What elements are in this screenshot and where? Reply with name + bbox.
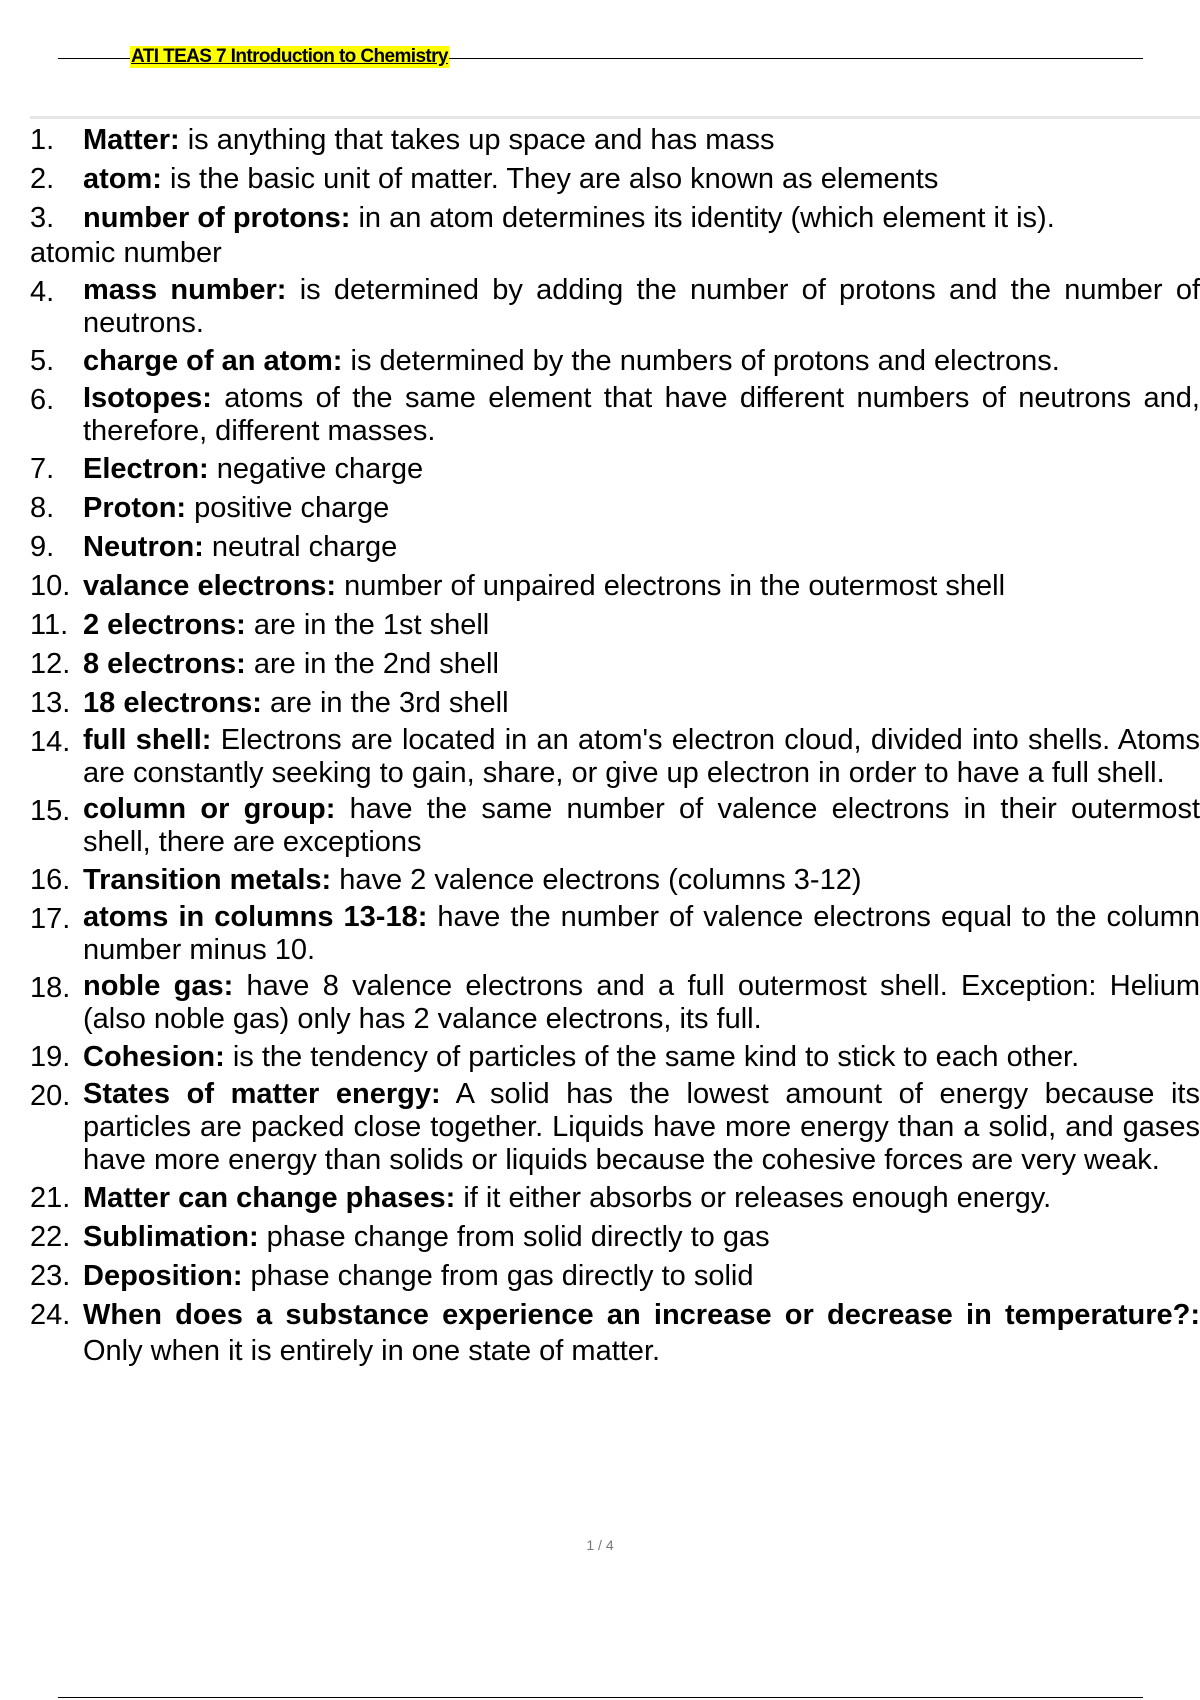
item-continuation: atomic number: [30, 237, 222, 269]
item-number: 3.: [30, 202, 55, 234]
list-item: [30, 529, 1200, 565]
item-term: Electron:: [83, 453, 209, 485]
item-number: 15.: [30, 795, 71, 827]
item-definition: if it either absorbs or releases enough energy.: [455, 1182, 1052, 1214]
item-term: 2 electrons:: [83, 609, 246, 641]
item-number: 9.: [30, 531, 55, 563]
item-definition: positive charge: [186, 492, 390, 524]
item-definition: phase change from solid directly to gas: [258, 1221, 770, 1253]
list-item: [30, 724, 1200, 790]
item-number: 11.: [30, 609, 69, 641]
item-definition: Only when it is entirely in one state of matter.: [83, 1335, 661, 1367]
item-term: States of matter energy:: [83, 1078, 441, 1110]
list-item: [30, 793, 1200, 859]
list-item: [30, 1258, 1200, 1294]
item-term: mass number:: [83, 274, 287, 306]
item-number: 14.: [30, 726, 71, 758]
list-item: [30, 1219, 1200, 1255]
item-definition: are in the 2nd shell: [245, 648, 499, 680]
document-title: ATI TEAS 7 Introduction to Chemistry: [131, 46, 448, 67]
list-item: [30, 901, 1200, 967]
item-number: 12.: [30, 648, 71, 680]
item-term: Matter:: [83, 124, 180, 156]
item-term: Isotopes:: [83, 382, 212, 414]
item-definition: Electrons are located in an atom's electron cloud, divided into shells. Atoms are constantly seeking to gain, share, or give up electron in order to have a full shell.: [83, 724, 1200, 789]
item-definition: negative charge: [208, 453, 424, 485]
list-item: [30, 490, 1200, 526]
item-number: 2.: [30, 163, 55, 195]
item-number: 24.: [30, 1299, 71, 1331]
item-number: 6.: [30, 384, 55, 416]
item-number: 5.: [30, 345, 55, 377]
item-term: When does a substance experience an increase or decrease in temperature?:: [83, 1299, 1200, 1331]
list-item: [30, 970, 1200, 1036]
item-term: Matter can change phases:: [83, 1182, 456, 1214]
item-definition: are in the 3rd shell: [261, 687, 509, 719]
list-item: [30, 646, 1200, 682]
item-definition: are in the 1st shell: [245, 609, 490, 641]
list-item: [30, 161, 1200, 197]
item-term: column or group:: [83, 793, 336, 825]
item-term: Proton:: [83, 492, 187, 524]
item-definition: neutral charge: [203, 531, 398, 563]
list-item: [30, 274, 1200, 340]
item-number: 17.: [30, 903, 71, 935]
item-number: 16.: [30, 864, 71, 896]
list-item: [30, 343, 1200, 379]
list-item: [30, 200, 1200, 236]
item-number: 23.: [30, 1260, 71, 1292]
item-definition: is determined by adding the number of protons and the number of neutrons.: [83, 274, 1200, 339]
item-term: full shell:: [83, 724, 212, 756]
list-item: [30, 382, 1200, 448]
item-definition: have 8 valence electrons and a full outermost shell. Exception: Helium (also noble gas) only has 2 valance electrons, its full.: [83, 970, 1200, 1035]
list-item: [30, 1078, 1200, 1177]
item-definition: number of unpaired electrons in the outermost shell: [336, 570, 1006, 602]
list-item: [30, 451, 1200, 487]
list-item: [30, 1180, 1200, 1216]
item-term: atom:: [83, 163, 162, 195]
list-item: [30, 607, 1200, 643]
list-item: [30, 1039, 1200, 1075]
item-definition: atoms of the same element that have different numbers of neutrons and, therefore, different masses.: [83, 382, 1200, 447]
title-divider: [30, 116, 1200, 119]
item-definition: have the same number of valence electrons in their outermost shell, there are exceptions: [83, 793, 1200, 858]
item-number: 10.: [30, 570, 71, 602]
list-item: [30, 568, 1200, 604]
item-definition: is the tendency of particles of the same kind to stick to each other.: [224, 1041, 1080, 1073]
item-term: Neutron:: [83, 531, 204, 563]
list-item: [30, 862, 1200, 898]
item-number: 21.: [30, 1182, 71, 1214]
item-definition: in an atom determines its identity (which element it is).: [350, 202, 1055, 234]
item-term: Cohesion:: [83, 1041, 225, 1073]
list-item: [30, 1297, 1200, 1369]
item-term: charge of an atom:: [83, 345, 343, 377]
definitions-list: [30, 122, 1200, 1372]
item-term: valance electrons:: [83, 570, 337, 602]
item-term: 8 electrons:: [83, 648, 246, 680]
page-number: 1 / 4: [586, 1537, 614, 1553]
list-item: [30, 685, 1200, 721]
footer-rule: [58, 1697, 1143, 1698]
item-number: 1.: [30, 124, 55, 156]
item-term: noble gas:: [83, 970, 234, 1002]
item-term: atoms in columns 13-18:: [83, 901, 428, 933]
item-term: Sublimation:: [83, 1221, 259, 1253]
item-number: 8.: [30, 492, 55, 524]
item-number: 20.: [30, 1080, 71, 1112]
item-definition: is anything that takes up space and has mass: [179, 124, 775, 156]
item-term: number of protons:: [83, 202, 351, 234]
item-number: 18.: [30, 972, 71, 1004]
list-item: [30, 122, 1200, 158]
item-number: 7.: [30, 453, 55, 485]
item-term: Transition metals:: [83, 864, 332, 896]
item-number: 13.: [30, 687, 71, 719]
item-definition: A solid has the lowest amount of energy because its particles are packed close together. Liquids have more energy than a solid, and gases have more energy than solids or liquids because the cohesive forces are very weak.: [83, 1078, 1200, 1176]
item-number: 19.: [30, 1041, 71, 1073]
item-number: 4.: [30, 276, 55, 308]
item-definition: have 2 valence electrons (columns 3-12): [331, 864, 862, 896]
item-definition: phase change from gas directly to solid: [242, 1260, 754, 1292]
item-number: 22.: [30, 1221, 71, 1253]
item-definition: have the number of valence electrons equal to the column number minus 10.: [83, 901, 1200, 966]
item-definition: is determined by the numbers of protons and electrons.: [342, 345, 1060, 377]
item-term: 18 electrons:: [83, 687, 262, 719]
item-term: Deposition:: [83, 1260, 243, 1292]
item-definition: is the basic unit of matter. They are also known as elements: [161, 163, 939, 195]
